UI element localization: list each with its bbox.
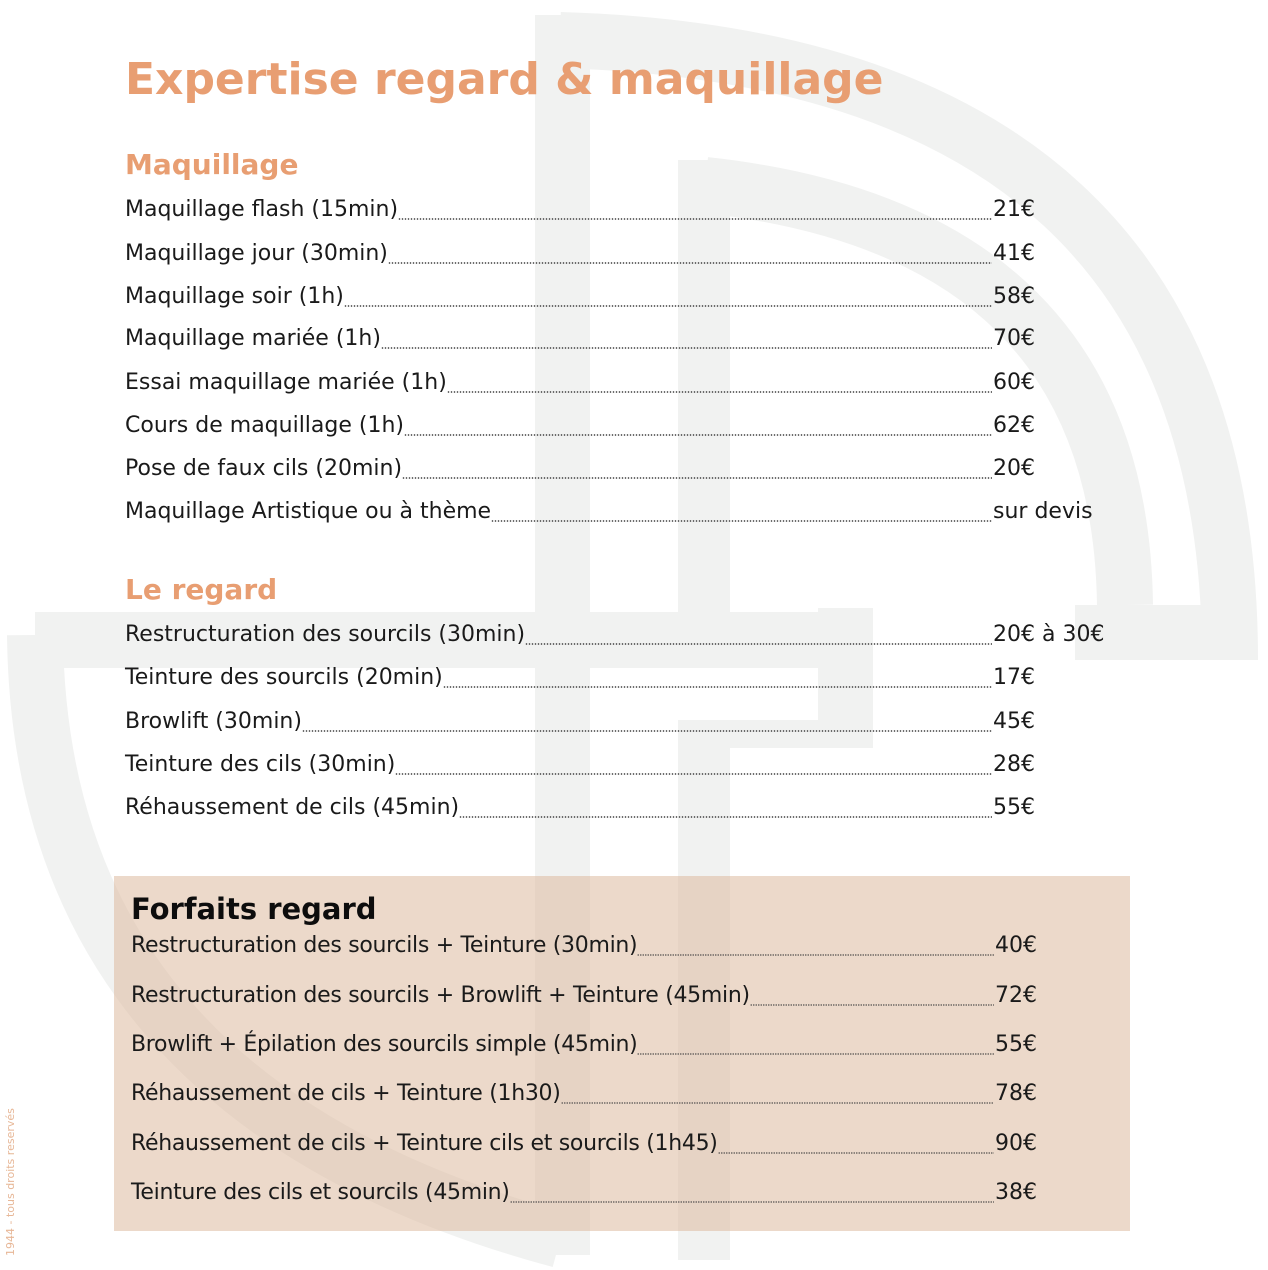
forfait-row	[131, 983, 1037, 1013]
section-title-le-regard: Le regard	[125, 573, 278, 606]
service-label: Maquillage mariée (1h)	[125, 326, 381, 351]
service-price: 70€	[993, 326, 1035, 351]
service-label: Cours de maquillage (1h)	[125, 413, 404, 438]
forfait-label: Restructuration des sourcils + Teinture (30min)	[131, 933, 638, 958]
service-price: 60€	[993, 370, 1035, 395]
price-row	[125, 795, 1035, 825]
dot-leader	[491, 520, 992, 522]
forfait-row	[131, 933, 1037, 963]
service-label: Essai maquillage mariée (1h)	[125, 370, 447, 395]
service-label: Browlift (30min)	[125, 709, 302, 734]
service-price: 28€	[993, 752, 1035, 777]
service-label: Maquillage flash (15min)	[125, 197, 399, 222]
price-row	[125, 284, 1035, 314]
price-row	[125, 752, 1035, 782]
price-row	[125, 709, 1035, 739]
forfait-row	[131, 1081, 1037, 1111]
service-price: 62€	[993, 413, 1035, 438]
dot-leader	[388, 262, 992, 264]
dot-leader	[718, 1152, 994, 1154]
price-row	[125, 665, 1035, 695]
forfait-price: 72€	[995, 983, 1037, 1008]
dot-leader	[443, 686, 992, 688]
forfait-row	[131, 1032, 1037, 1062]
service-label: Réhaussement de cils (45min)	[125, 795, 460, 820]
forfait-label: Browlift + Épilation des sourcils simple (45min)	[131, 1032, 638, 1057]
dot-leader	[302, 730, 992, 732]
forfait-label: Réhaussement de cils + Teinture (1h30)	[131, 1081, 561, 1106]
dot-leader	[344, 305, 992, 307]
section-title-maquillage: Maquillage	[125, 148, 299, 181]
forfait-price: 40€	[995, 933, 1037, 958]
price-row	[125, 370, 1035, 400]
price-row	[125, 326, 1035, 356]
forfait-price: 78€	[995, 1081, 1037, 1106]
dot-leader	[510, 1201, 994, 1203]
dot-leader	[561, 1102, 994, 1104]
dot-leader	[637, 1053, 994, 1055]
price-row	[125, 622, 1105, 652]
service-price: 20€	[993, 456, 1035, 481]
service-price: 45€	[993, 709, 1035, 734]
service-price: 41€	[993, 241, 1035, 266]
dot-leader	[637, 954, 994, 956]
dot-leader	[459, 816, 992, 818]
service-label: Maquillage soir (1h)	[125, 284, 344, 309]
price-row	[125, 241, 1035, 271]
price-row	[125, 197, 1035, 227]
forfait-label: Réhaussement de cils + Teinture cils et sourcils (1h45)	[131, 1131, 718, 1156]
service-label: Pose de faux cils (20min)	[125, 456, 403, 481]
dot-leader	[395, 773, 992, 775]
service-price: 21€	[993, 197, 1035, 222]
dot-leader	[525, 643, 992, 645]
service-label: Teinture des sourcils (20min)	[125, 665, 443, 690]
dot-leader	[404, 434, 992, 436]
forfait-price: 90€	[995, 1131, 1037, 1156]
page-title: Expertise regard & maquillage	[125, 54, 884, 105]
forfait-label: Teinture des cils et sourcils (45min)	[131, 1180, 510, 1205]
dot-leader	[447, 391, 992, 393]
copyright-notice: 1944 - tous droits reservés	[4, 1108, 17, 1256]
service-label: Restructuration des sourcils (30min)	[125, 622, 526, 647]
service-label: Maquillage Artistique ou à thème	[125, 499, 492, 524]
dot-leader	[750, 1004, 994, 1006]
service-label: Maquillage jour (30min)	[125, 241, 388, 266]
forfait-row	[131, 1180, 1037, 1210]
dot-leader	[381, 347, 992, 349]
price-row	[125, 456, 1035, 486]
service-price: 55€	[993, 795, 1035, 820]
forfaits-title: Forfaits regard	[131, 892, 377, 926]
dot-leader	[402, 477, 992, 479]
forfait-row	[131, 1131, 1037, 1161]
price-row	[125, 499, 1093, 529]
dot-leader	[398, 218, 992, 220]
forfait-price: 38€	[995, 1180, 1037, 1205]
forfait-price: 55€	[995, 1032, 1037, 1057]
service-price: 58€	[993, 284, 1035, 309]
service-price: sur devis	[993, 499, 1093, 524]
forfait-label: Restructuration des sourcils + Browlift + Teinture (45min)	[131, 983, 750, 1008]
price-row	[125, 413, 1035, 443]
service-price: 17€	[993, 665, 1035, 690]
service-price: 20€ à 30€	[993, 622, 1105, 647]
service-label: Teinture des cils (30min)	[125, 752, 396, 777]
